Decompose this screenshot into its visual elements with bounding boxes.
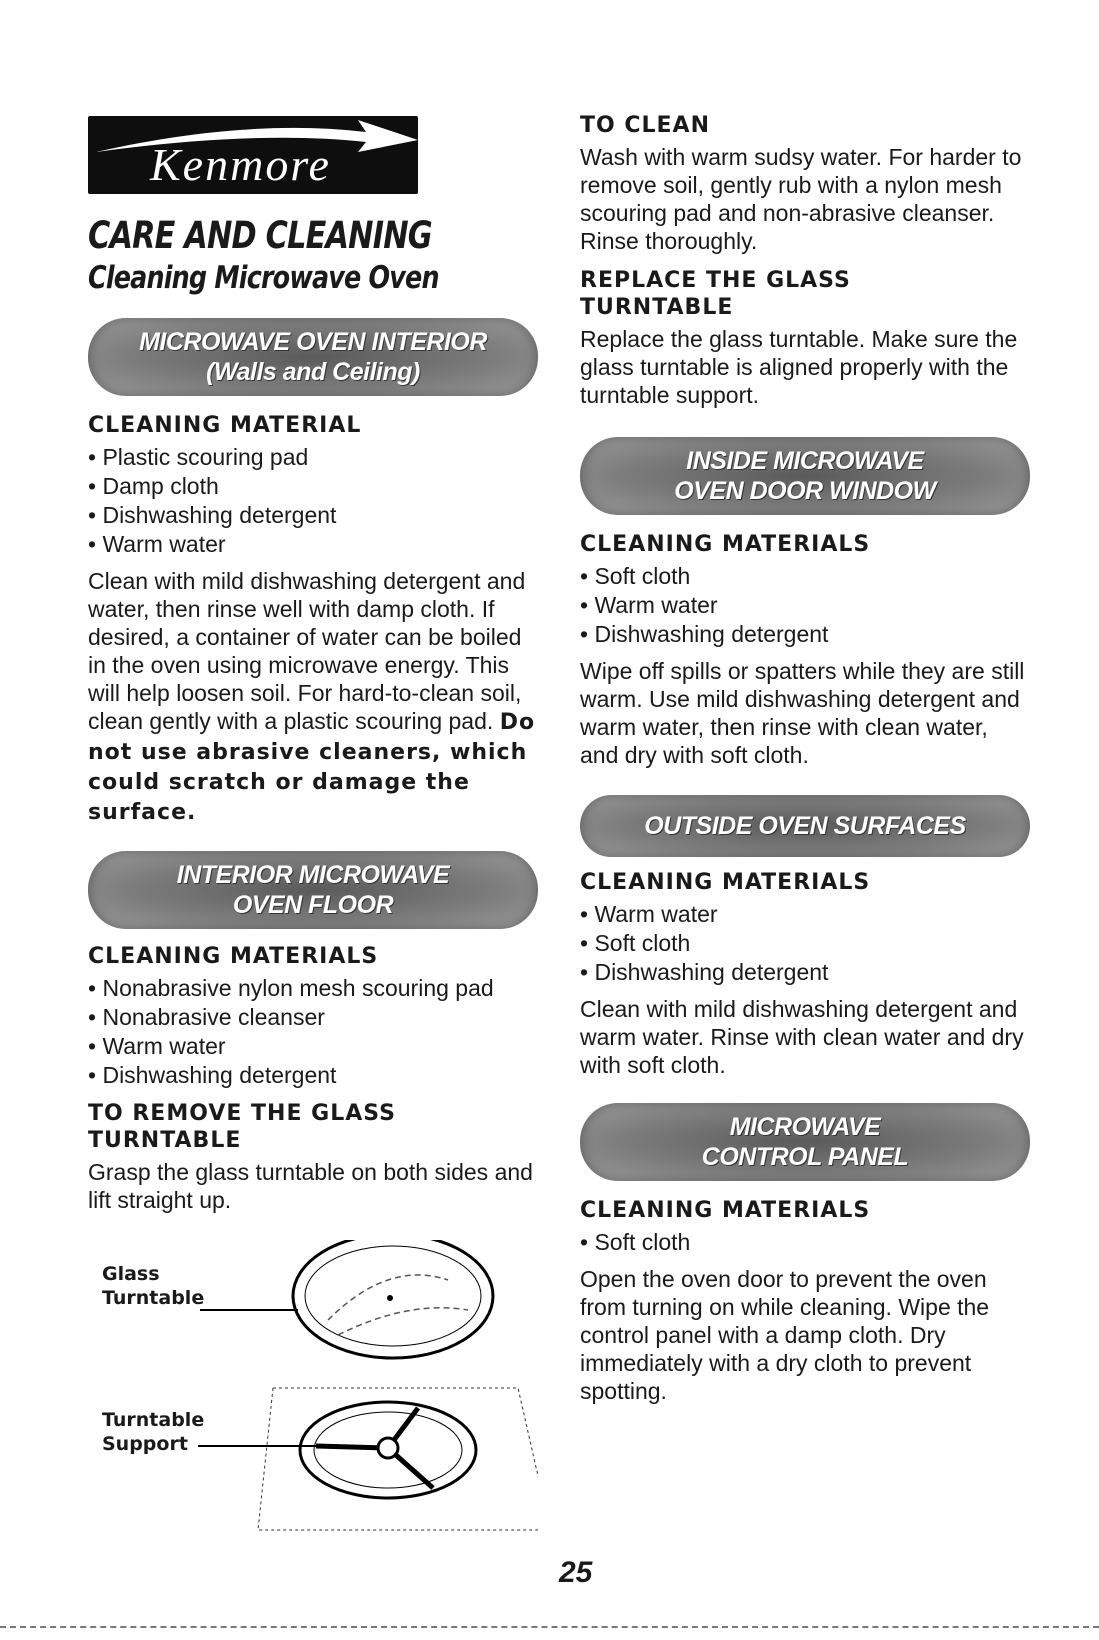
list-item: • Warm water — [88, 1032, 538, 1061]
interior-instructions: Clean with mild dishwashing detergent and water, then rinse well with damp cloth. If desired, a container of water can be boiled in the oven using microwave energy. This will help loosen soil. For hard-to-clean soil, clean gently with a plastic scouring pad. — [88, 568, 526, 734]
materials-list — [88, 974, 538, 1090]
banner-line: INTERIOR MICROWAVE — [176, 861, 450, 889]
list-item: • Nonabrasive nylon mesh scouring pad — [88, 974, 538, 1003]
section-heading: TO REMOVE THE GLASS TURNTABLE — [88, 1101, 396, 1153]
list-item: • Soft cloth — [580, 1228, 1030, 1257]
materials-list — [580, 562, 1030, 649]
section-heading: CLEANING MATERIALS — [580, 532, 871, 557]
banner-oven-floor — [88, 851, 538, 929]
page-number: 25 — [559, 1556, 593, 1589]
replace-turntable-section — [580, 267, 1030, 409]
label-line: Turntable — [102, 1409, 205, 1431]
warning-text: Do not use abrasive cleaners, which could scratch or damage the surface. — [88, 710, 536, 825]
banner-outside-surfaces — [580, 795, 1030, 857]
turntable-diagram — [88, 1240, 538, 1540]
banner-door-window — [580, 437, 1030, 515]
label-line: Turntable — [102, 1287, 205, 1309]
control-panel-section — [580, 1197, 1030, 1405]
list-item: • Dishwashing detergent — [580, 958, 1030, 987]
banner-line: MICROWAVE — [729, 1113, 881, 1141]
to-clean-section — [580, 112, 1030, 255]
kenmore-logo — [88, 116, 418, 194]
materials-list — [580, 1228, 1030, 1257]
list-item: • Warm water — [88, 530, 538, 559]
page-title: CARE AND CLEANING — [88, 214, 432, 257]
floor-section — [88, 943, 538, 1090]
materials-list — [580, 900, 1030, 987]
body-text — [88, 567, 538, 827]
right-column — [580, 112, 1030, 1405]
banner-line: INSIDE MICROWAVE — [686, 447, 924, 475]
list-item: • Warm water — [580, 591, 1030, 620]
banner-line: MICROWAVE OVEN INTERIOR — [139, 328, 487, 356]
section-heading: REPLACE THE GLASS TURNTABLE — [580, 268, 851, 320]
logo-text: Kenmore — [150, 139, 331, 190]
list-item: • Dishwashing detergent — [88, 1061, 538, 1090]
label-line: Glass — [102, 1263, 160, 1285]
banner-control-panel — [580, 1103, 1030, 1181]
page-subtitle: Cleaning Microwave Oven — [88, 260, 439, 296]
body-text: Open the oven door to prevent the oven from turning on while cleaning. Wipe the control panel with a damp cloth. Dry immediately with a dry cloth to prevent spotting. — [580, 1266, 990, 1404]
list-item: • Plastic scouring pad — [88, 443, 538, 472]
list-item: • Dishwashing detergent — [88, 501, 538, 530]
list-item: • Soft cloth — [580, 929, 1030, 958]
footer-divider — [0, 1626, 1099, 1628]
label-line: Support — [102, 1433, 188, 1455]
section-heading: CLEANING MATERIALS — [580, 1198, 871, 1223]
body-text: Replace the glass turntable. Make sure the glass turntable is aligned properly with the turntable support. — [580, 326, 1018, 408]
section-heading: CLEANING MATERIALS — [580, 870, 871, 895]
list-item: • Dishwashing detergent — [580, 620, 1030, 649]
list-item: • Warm water — [580, 900, 1030, 929]
banner-line: OVEN FLOOR — [232, 891, 394, 919]
body-text: Clean with mild dishwashing detergent and warm water. Rinse with clean water and dry with soft cloth. — [580, 996, 1024, 1078]
section-heading: CLEANING MATERIALS — [88, 944, 379, 969]
banner-oven-interior — [88, 318, 538, 396]
body-text: Grasp the glass turntable on both sides and lift straight up. — [88, 1159, 533, 1213]
section-heading: TO CLEAN — [580, 113, 710, 138]
remove-turntable-section — [88, 1100, 538, 1214]
banner-line: CONTROL PANEL — [701, 1143, 909, 1171]
list-item: • Damp cloth — [88, 472, 538, 501]
banner-line: OUTSIDE OVEN SURFACES — [644, 812, 966, 840]
interior-section — [88, 412, 538, 827]
banner-line: (Walls and Ceiling) — [206, 358, 420, 386]
banner-line: OVEN DOOR WINDOW — [674, 477, 936, 505]
outside-surfaces-section — [580, 869, 1030, 1079]
body-text: Wash with warm sudsy water. For harder to remove soil, gently rub with a nylon mesh scouring pad and non-abrasive cleanser. Rinse thoroughly. — [580, 144, 1022, 254]
turntable-illustration — [88, 1240, 538, 1540]
left-column — [88, 112, 538, 1540]
list-item: • Nonabrasive cleanser — [88, 1003, 538, 1032]
section-heading: CLEANING MATERIAL — [88, 413, 362, 438]
door-window-section — [580, 531, 1030, 769]
materials-list — [88, 443, 538, 559]
body-text: Wipe off spills or spatters while they are still warm. Use mild dishwashing detergent and warm water, then rinse with clean water, and dry with soft cloth. — [580, 658, 1025, 768]
list-item: • Soft cloth — [580, 562, 1030, 591]
